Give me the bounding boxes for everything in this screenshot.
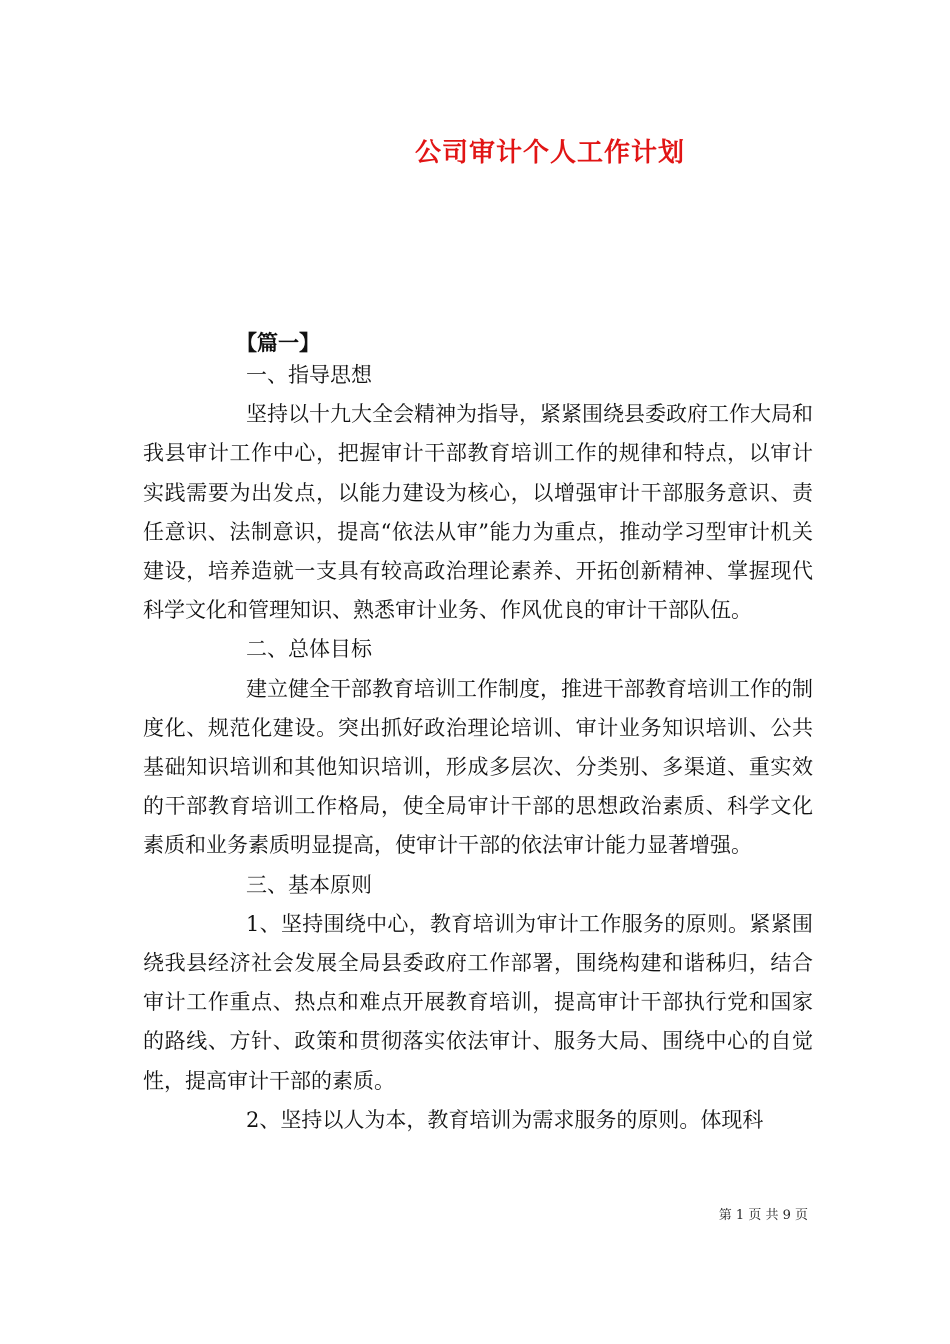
section-heading-basic-principles: 三、基本原则 bbox=[246, 872, 372, 897]
page-number-footer: 第 1 页 共 9 页 bbox=[718, 1208, 808, 1223]
paragraph-principle-2: 2、坚持以人为本，教育培训为需求服务的原则。体现科 bbox=[246, 1107, 764, 1132]
paragraph-principle-1: 1、坚持围绕中心，教育培训为审计工作服务的原则。紧紧围绕我县经济社会发展全局县委政府工作部署，围绕构建和谐秭归，结合审计工作重点、热点和难点开展教育培训，提高审计干部执行党和国家的路线、方针、政策和贯彻落实依法审计、服务大局、围绕中心的自觉性，提高审计干部的素质。 bbox=[143, 911, 813, 1093]
section-heading-guiding-ideology: 一、指导思想 bbox=[246, 363, 372, 387]
paragraph-guiding-ideology: 坚持以十九大全会精神为指导，紧紧围绕县委政府工作大局和我县审计工作中心，把握审计干部教育培训工作的规律和特点，以审计实践需要为出发点，以能力建设为核心，以增强审计干部服务意识、责任意识、法制意识，提高“依法从审”能力为重点，推动学习型审计机关建设，培养造就一支具有较高政治理论素养、开拓创新精神、掌握现代科学文化和管理知识、熟悉审计业务、作风优良的审计干部队伍。 bbox=[143, 402, 813, 623]
paragraph-overall-goal: 建立健全干部教育培训工作制度，推进干部教育培训工作的制度化、规范化建设。突出抓好政治理论培训、审计业务知识培训、公共基础知识培训和其他知识培训，形成多层次、分类别、多渠道、重实效的干部教育培训工作格局，使全局审计干部的思想政治素质、科学文化素质和业务素质明显提高，使审计干部的依法审计能力显著增强。 bbox=[143, 676, 813, 858]
section-marker: 【篇一】 bbox=[236, 330, 320, 355]
document-body bbox=[143, 356, 813, 1140]
section-heading-overall-goal: 二、总体目标 bbox=[246, 637, 372, 662]
document-title: 公司审计个人工作计划 bbox=[414, 138, 685, 168]
